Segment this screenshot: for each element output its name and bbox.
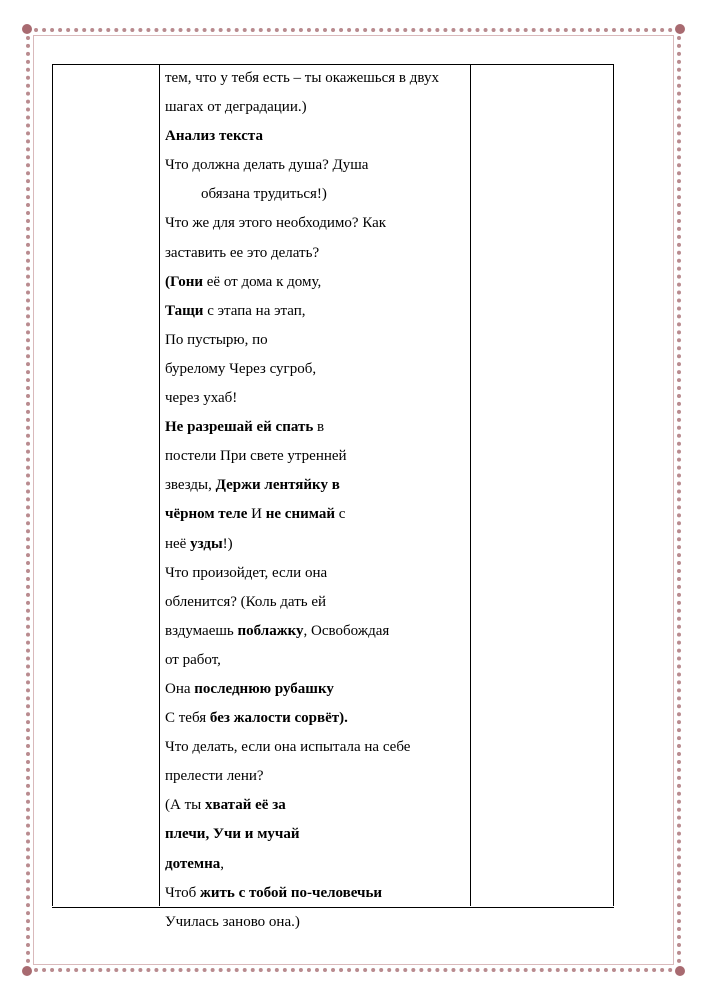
text-run: через ухаб! [165, 390, 238, 407]
table-column-divider-2 [470, 64, 471, 906]
text-line [165, 413, 465, 442]
text-run: По пустырю, по [165, 331, 268, 348]
text-run: И [247, 506, 266, 523]
bold-text-run: поблажку [237, 622, 304, 639]
text-line [165, 530, 465, 559]
table-column-divider-1 [159, 64, 160, 906]
text-run: неё [165, 535, 191, 552]
bold-text-run: (Гони [165, 273, 204, 290]
text-run: Что должна делать душа? Душа [165, 157, 369, 174]
text-run: её от дома к дому, [203, 273, 322, 290]
text-line [165, 239, 465, 268]
text-line [165, 850, 465, 879]
corner-ornament-icon [675, 966, 685, 976]
bold-text-run: чёрном теле [165, 506, 248, 523]
text-line [165, 588, 465, 617]
text-line [165, 791, 465, 820]
table-cell-text [165, 64, 465, 937]
text-line [165, 151, 465, 180]
text-run: Что же для этого необходимо? Как [165, 215, 387, 232]
bold-text-run: Не разрешай ей спать [165, 419, 314, 436]
text-run: Чтоб [165, 884, 200, 901]
table-border-right [613, 64, 614, 906]
text-run: обязана трудиться!) [201, 186, 327, 203]
text-run: Что делать, если она испытала на себе [165, 739, 411, 756]
text-line [165, 355, 465, 384]
text-line [165, 559, 465, 588]
text-line [165, 704, 465, 733]
text-run: бурелому Через сугроб, [165, 360, 317, 377]
text-run: вздумаешь [165, 622, 238, 639]
bold-text-run: последнюю рубашку [194, 680, 334, 697]
text-run: (А ты [165, 797, 205, 814]
corner-ornament-icon [675, 24, 685, 34]
bold-text-run: без жалости сорвёт). [209, 710, 348, 727]
text-run: прелести лени? [165, 768, 264, 785]
text-line [165, 762, 465, 791]
text-line [165, 733, 465, 762]
bold-text-run: хватай её за [204, 797, 286, 814]
text-run: заставить ее это делать? [165, 244, 320, 261]
table-border-left [52, 64, 53, 906]
text-line [165, 820, 465, 849]
text-run: Что произойдет, если она [165, 564, 328, 581]
text-run: от работ, [165, 651, 221, 668]
bold-text-run: дотемна [165, 855, 221, 872]
text-run: с этапа на этап, [203, 302, 306, 319]
text-run: с [335, 506, 346, 523]
bold-text-run: плечи, Учи и мучай [165, 826, 300, 843]
text-run: Она [165, 680, 195, 697]
text-line [165, 180, 465, 209]
text-line [165, 500, 465, 529]
text-line [165, 268, 465, 297]
text-run: Училась заново она.) [165, 913, 300, 930]
text-run: !) [222, 535, 233, 552]
text-run: С тебя [165, 710, 210, 727]
text-line [165, 209, 465, 238]
text-run: постели При свете утренней [165, 448, 347, 465]
bold-text-run: жить с тобой по-человечьи [200, 884, 383, 901]
text-run: звезды, [165, 477, 216, 494]
text-line [165, 471, 465, 500]
text-run: тем, что у тебя есть – ты окажешься в двух [165, 70, 439, 86]
text-line [165, 442, 465, 471]
text-line [165, 122, 465, 151]
text-line [165, 297, 465, 326]
text-line [165, 384, 465, 413]
text-line [165, 879, 465, 908]
text-line [165, 93, 465, 122]
text-line [165, 675, 465, 704]
text-run: в [313, 419, 325, 436]
bold-text-run: Держи лентяйку в [215, 477, 340, 494]
text-run: шагах от деградации.) [165, 99, 307, 116]
corner-ornament-icon [22, 24, 32, 34]
text-run: , Освобождая [303, 622, 390, 639]
bold-text-run: Тащи [165, 302, 204, 319]
text-run: , [220, 855, 225, 872]
text-line [165, 617, 465, 646]
bold-text-run: узды [190, 535, 223, 552]
text-line [165, 326, 465, 355]
text-line [165, 646, 465, 675]
text-run: обленится? (Коль дать ей [165, 593, 327, 610]
corner-ornament-icon [22, 966, 32, 976]
bold-text-run: не снимай [265, 506, 335, 523]
text-line [165, 64, 465, 93]
bold-text-run: Анализ текста [165, 128, 263, 145]
text-line [165, 908, 465, 937]
